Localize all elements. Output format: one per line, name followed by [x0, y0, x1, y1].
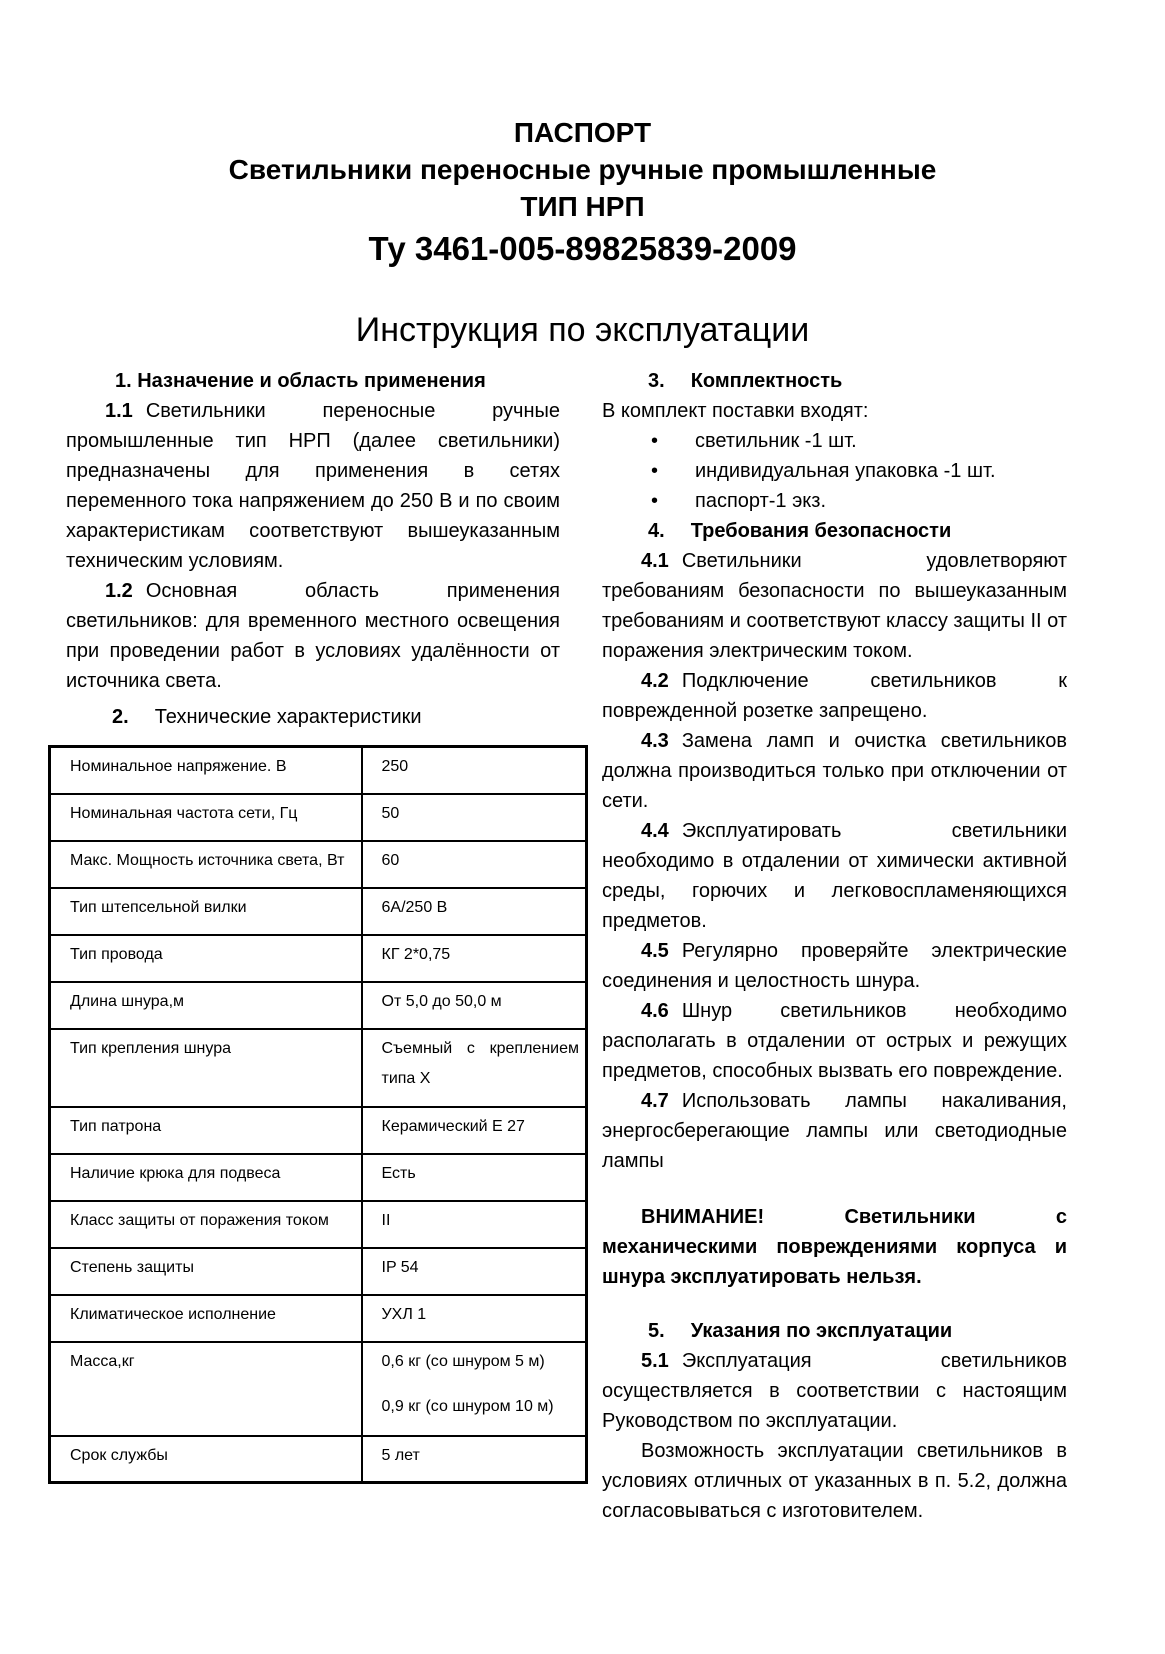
- paragraph-text: Шнур светильников необходимо располагать в отдалении от острых и режущих предметов, способных вызвать его повреждение.: [602, 1000, 1067, 1082]
- paragraph-1-2: [66, 576, 560, 696]
- value-cell: 60: [362, 841, 587, 888]
- section-number: 3.: [648, 370, 665, 392]
- title-passport: ПАСПОРТ: [513, 117, 652, 148]
- paragraph-text: Эксплуатация светильников осуществляется в соответствии с настоящим Руководством по эксплуатации.: [602, 1350, 1067, 1432]
- paragraph-number: 4.6: [641, 1000, 669, 1022]
- paragraph-text: Эксплуатировать светильники необходимо в отдалении от химически активной среды, горючих и легковоспламеняющихся предметов.: [602, 820, 1067, 932]
- section-3-heading: [602, 366, 1067, 396]
- table-row: [50, 841, 587, 888]
- paragraph-4-7: [602, 1086, 1067, 1176]
- table-row: [50, 747, 587, 794]
- param-cell: Масса,кг: [50, 1342, 362, 1436]
- section-title: Указания по эксплуатации: [690, 1320, 953, 1342]
- section-title: Технические характеристики: [154, 706, 422, 728]
- paragraph-number: 4.3: [641, 730, 669, 752]
- section-4-heading: [602, 516, 1067, 546]
- paragraph-text: Светильники переносные ручные промышленные тип НРП (далее светильники) предназначены для применения в сетях переменного тока напряжением до 250 В и по своим характеристикам соответствуют вышеуказанным техническим условиям.: [66, 400, 560, 572]
- value-cell: 250: [362, 747, 587, 794]
- paragraph-4-4: [602, 816, 1067, 936]
- list-item-text: паспорт-1 экз.: [695, 490, 826, 512]
- section-5-heading: [602, 1316, 1067, 1346]
- paragraph-text: Светильники удовлетворяют требованиям безопасности по вышеуказанным требованиям и соответствуют классу защиты II от поражения электрическим током.: [602, 550, 1067, 662]
- value-cell: [362, 1342, 587, 1436]
- paragraph-4-3: [602, 726, 1067, 816]
- param-cell: Срок службы: [50, 1436, 362, 1483]
- tech-specs-table: [48, 745, 588, 1484]
- list-item-text: индивидуальная упаковка -1 шт.: [695, 460, 996, 482]
- value-cell: 50: [362, 794, 587, 841]
- warning-text: ВНИМАНИЕ! Светильники с механическими повреждениями корпуса и шнура эксплуатировать нельзя.: [602, 1206, 1067, 1288]
- paragraph-number: 4.4: [641, 820, 669, 842]
- paragraph-5-1b: [602, 1436, 1067, 1526]
- table-row: [50, 794, 587, 841]
- value-cell: Съемный с креплением типа Х: [362, 1029, 587, 1107]
- paragraph-text: Замена ламп и очистка светильников должна производиться только при отключении от сети.: [602, 730, 1067, 812]
- paragraph-4-1: [602, 546, 1067, 666]
- list-item: [602, 486, 1067, 516]
- paragraph-4-2: [602, 666, 1067, 726]
- bullet-icon: •: [651, 490, 659, 512]
- paragraph-number: 4.7: [641, 1090, 669, 1112]
- subtitle-instruction: Инструкция по эксплуатации: [355, 311, 810, 349]
- kit-intro: В комплект поставки входят:: [602, 400, 869, 422]
- value-cell: 6А/250 В: [362, 888, 587, 935]
- section-number: 5.: [648, 1320, 665, 1342]
- param-cell: Тип штепсельной вилки: [50, 888, 362, 935]
- param-cell: Тип крепления шнура: [50, 1029, 362, 1107]
- bullet-icon: •: [651, 460, 659, 482]
- table-row: [50, 1107, 587, 1154]
- mass-value-2: 0,9 кг (со шнуром 10 м): [381, 1397, 554, 1415]
- table-row: [50, 1154, 587, 1201]
- value-cell: КГ 2*0,75: [362, 935, 587, 982]
- param-cell: Тип патрона: [50, 1107, 362, 1154]
- value-cell: УХЛ 1: [362, 1295, 587, 1342]
- title-product-name: Светильники переносные ручные промышленные: [228, 154, 937, 185]
- param-cell: Длина шнура,м: [50, 982, 362, 1029]
- value-cell: Керамический Е 27: [362, 1107, 587, 1154]
- param-cell: Климатическое исполнение: [50, 1295, 362, 1342]
- section-title: Требования безопасности: [690, 520, 952, 542]
- two-column-body: [0, 366, 1165, 1526]
- paragraph-1-1: [66, 396, 560, 576]
- table-row: [50, 982, 587, 1029]
- paragraph-text: Подключение светильников к поврежденной розетке запрещено.: [602, 670, 1067, 722]
- title-type: ТИП НРП: [520, 191, 645, 222]
- param-cell: Номинальное напряжение. В: [50, 747, 362, 794]
- list-item-text: светильник -1 шт.: [695, 430, 857, 452]
- param-cell: Макс. Мощность источника света, Вт: [50, 841, 362, 888]
- paragraph-number: 1.1: [105, 400, 133, 422]
- value-cell: II: [362, 1201, 587, 1248]
- document-header: [0, 0, 1165, 353]
- table-row: [50, 1342, 587, 1436]
- table-row: [50, 1295, 587, 1342]
- section-2-heading: [66, 702, 560, 732]
- param-cell: Тип провода: [50, 935, 362, 982]
- paragraph-number: 5.1: [641, 1350, 669, 1372]
- table-row: [50, 935, 587, 982]
- param-cell: Наличие крюка для подвеса: [50, 1154, 362, 1201]
- value-cell: От 5,0 до 50,0 м: [362, 982, 587, 1029]
- mass-value-1: 0,6 кг (со шнуром 5 м): [381, 1352, 545, 1370]
- list-item: [602, 456, 1067, 486]
- kit-list: [602, 426, 1067, 516]
- section-1-heading: 1. Назначение и область применения: [115, 370, 486, 392]
- param-cell: Класс защиты от поражения током: [50, 1201, 362, 1248]
- table-row: [50, 1248, 587, 1295]
- param-cell: Номинальная частота сети, Гц: [50, 794, 362, 841]
- section-number: 4.: [648, 520, 665, 542]
- paragraph-text: Основная область применения светильников: для временного местного освещения при проведении работ в условиях удалённости от источника света.: [66, 580, 560, 692]
- paragraph-5-1: [602, 1346, 1067, 1436]
- paragraph-number: 1.2: [105, 580, 133, 602]
- value-cell: Есть: [362, 1154, 587, 1201]
- value-cell: IP 54: [362, 1248, 587, 1295]
- paragraph-number: 4.1: [641, 550, 669, 572]
- paragraph-4-5: [602, 936, 1067, 996]
- paragraph-text: Регулярно проверяйте электрические соединения и целостность шнура.: [602, 940, 1067, 992]
- bullet-icon: •: [651, 430, 659, 452]
- table-row: [50, 1201, 587, 1248]
- table-row: [50, 1436, 587, 1483]
- table-row: [50, 1029, 587, 1107]
- section-number: 2.: [112, 706, 129, 728]
- list-item: [602, 426, 1067, 456]
- right-column: [602, 366, 1067, 1526]
- tu-number: Ту 3461-005-89825839-2009: [368, 230, 797, 267]
- section-title: Комплектность: [690, 370, 843, 392]
- paragraph-number: 4.2: [641, 670, 669, 692]
- paragraph-text: Возможность эксплуатации светильников в условиях отличных от указанных в п. 5.2, должна согласовываться с изготовителем.: [602, 1440, 1067, 1522]
- paragraph-number: 4.5: [641, 940, 669, 962]
- value-cell: 5 лет: [362, 1436, 587, 1483]
- paragraph-text: Использовать лампы накаливания, энергосберегающие лампы или светодиодные лампы: [602, 1090, 1067, 1172]
- table-row: [50, 888, 587, 935]
- paragraph-4-6: [602, 996, 1067, 1086]
- left-column: [66, 366, 579, 1526]
- param-cell: Степень защиты: [50, 1248, 362, 1295]
